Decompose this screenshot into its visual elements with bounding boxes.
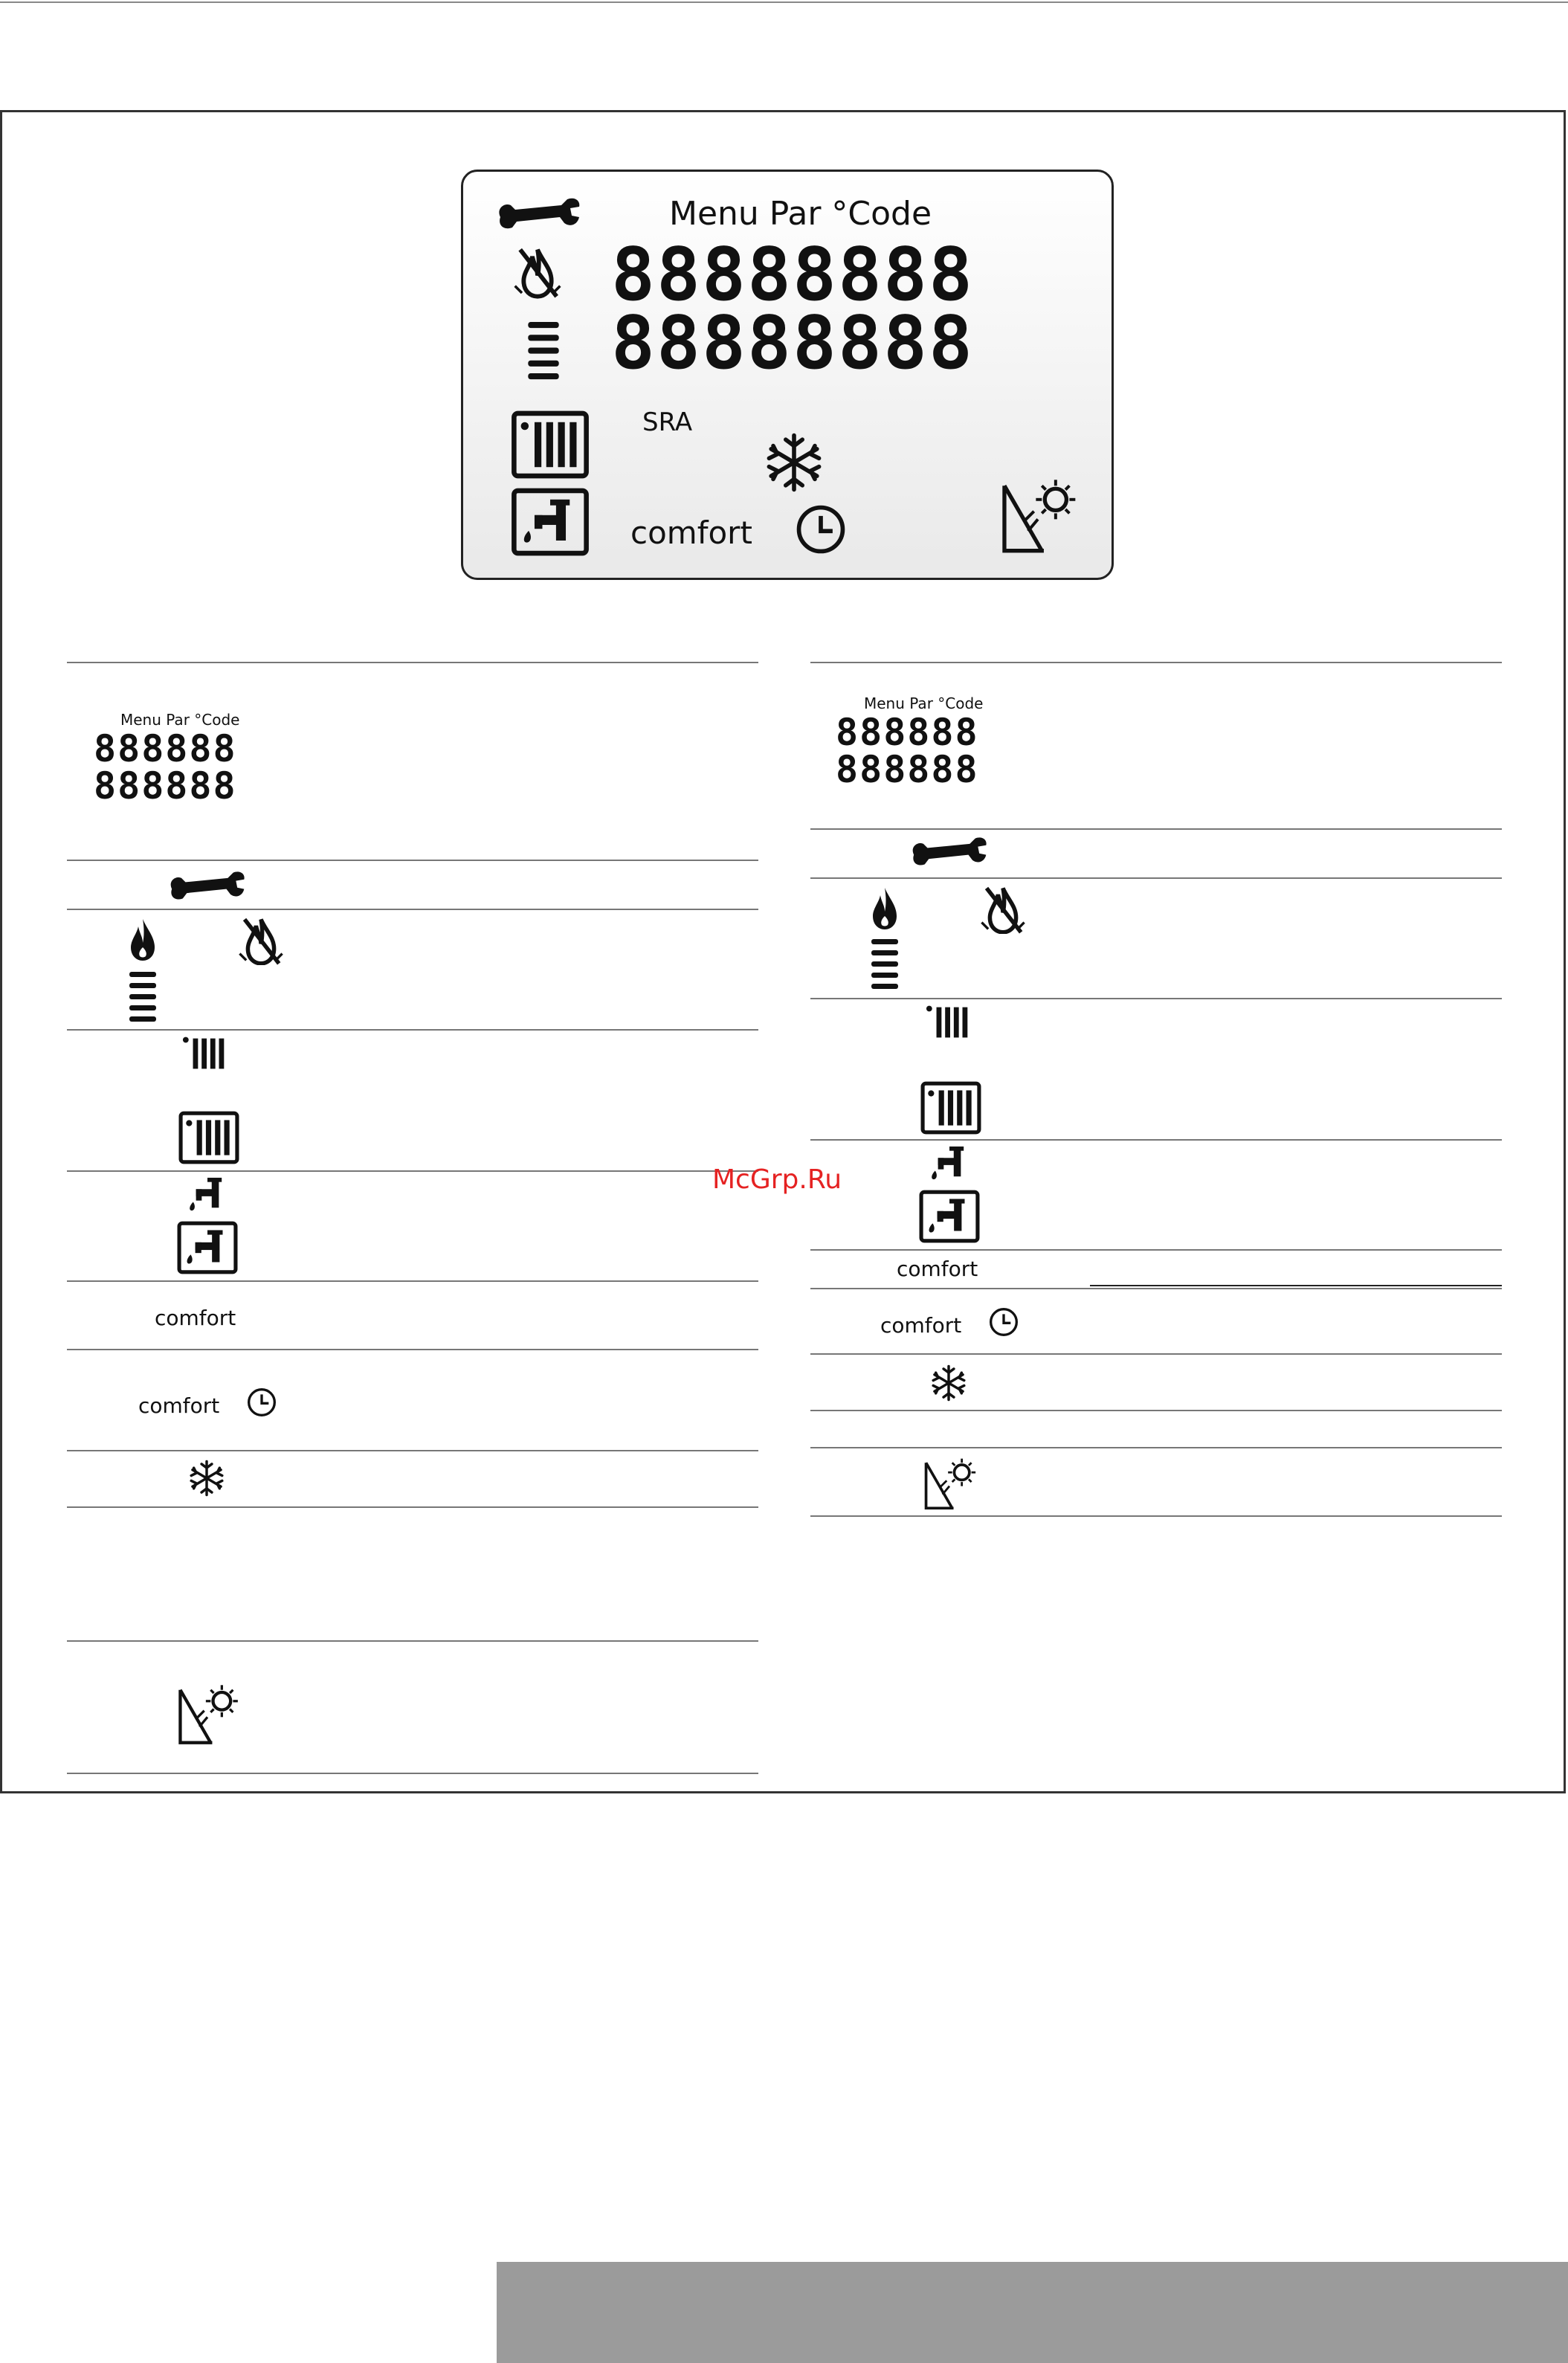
flame-icon [128, 916, 158, 964]
right-rule [810, 662, 1502, 663]
flame-off-icon [978, 885, 1027, 934]
left-segments-line2: 888888 [94, 764, 237, 807]
right-menu-par-code: Menu Par °Code [864, 694, 984, 712]
tap-icon [928, 1145, 971, 1181]
tap-box-icon [919, 1190, 980, 1243]
right-segments-line2: 888888 [836, 748, 979, 791]
right-rule [810, 1249, 1502, 1251]
right-rule [810, 877, 1502, 879]
left-rule [67, 1450, 758, 1451]
wrench-icon [907, 834, 989, 868]
right-rule [810, 1139, 1502, 1141]
right-rule [1090, 1285, 1502, 1286]
lcd-segments-line2: 88888888 [611, 301, 975, 386]
lcd-comfort: comfort [630, 515, 752, 551]
solar-icon [917, 1456, 981, 1511]
radiator-icon [925, 1004, 975, 1041]
top-rule [0, 1, 1568, 3]
left-rule [67, 1640, 758, 1642]
radiator-box-icon [178, 1111, 239, 1164]
footer-bar [497, 2262, 1568, 2363]
left-rule [67, 1029, 758, 1031]
left-menu-par-code: Menu Par °Code [120, 711, 240, 729]
right-comfort: comfort [897, 1257, 978, 1281]
flame-level-icon [526, 309, 561, 391]
clock-icon [989, 1307, 1019, 1337]
flame-level-icon [870, 937, 900, 990]
snowflake-icon [929, 1364, 968, 1402]
left-segments-line1: 888888 [94, 727, 237, 770]
left-rule [67, 1280, 758, 1282]
tap-icon [186, 1176, 229, 1212]
solar-icon [993, 476, 1083, 555]
lcd-sra: SRA [642, 407, 693, 437]
left-rule [67, 909, 758, 910]
clock-icon [796, 504, 846, 555]
radiator-box-icon [507, 410, 593, 479]
lcd-menu-par-code: Menu Par °Code [669, 195, 932, 233]
flame-level-icon [128, 970, 158, 1023]
wrench-icon [491, 195, 584, 232]
radiator-box-icon [920, 1081, 981, 1135]
right-rule [810, 1515, 1502, 1517]
right-rule [810, 1288, 1502, 1289]
wrench-icon [165, 868, 247, 903]
watermark-link[interactable]: McGrp.Ru [712, 1164, 842, 1195]
snowflake-icon [763, 431, 825, 494]
tap-box-icon [177, 1221, 238, 1274]
left-rule [67, 860, 758, 861]
left-rule [67, 1506, 758, 1508]
radiator-icon [181, 1035, 232, 1072]
right-rule [810, 1410, 1502, 1411]
left-rule [67, 662, 758, 663]
left-rule [67, 1170, 758, 1172]
flame-off-icon [236, 916, 285, 965]
flame-off-icon [512, 242, 564, 302]
left-rule [67, 1773, 758, 1774]
snowflake-icon [187, 1459, 226, 1498]
right-rule [810, 1447, 1502, 1448]
left-comfort-clock: comfort [138, 1393, 220, 1418]
right-rule [810, 1353, 1502, 1355]
tap-box-icon [507, 488, 593, 556]
lcd-segments-line1: 88888888 [611, 233, 975, 317]
left-comfort: comfort [155, 1306, 236, 1330]
right-rule [810, 828, 1502, 830]
solar-icon [175, 1682, 239, 1746]
left-rule [67, 1349, 758, 1350]
right-comfort-clock: comfort [880, 1313, 962, 1338]
clock-icon [247, 1387, 277, 1417]
right-segments-line1: 888888 [836, 711, 979, 754]
right-rule [810, 998, 1502, 999]
flame-icon [870, 885, 900, 932]
